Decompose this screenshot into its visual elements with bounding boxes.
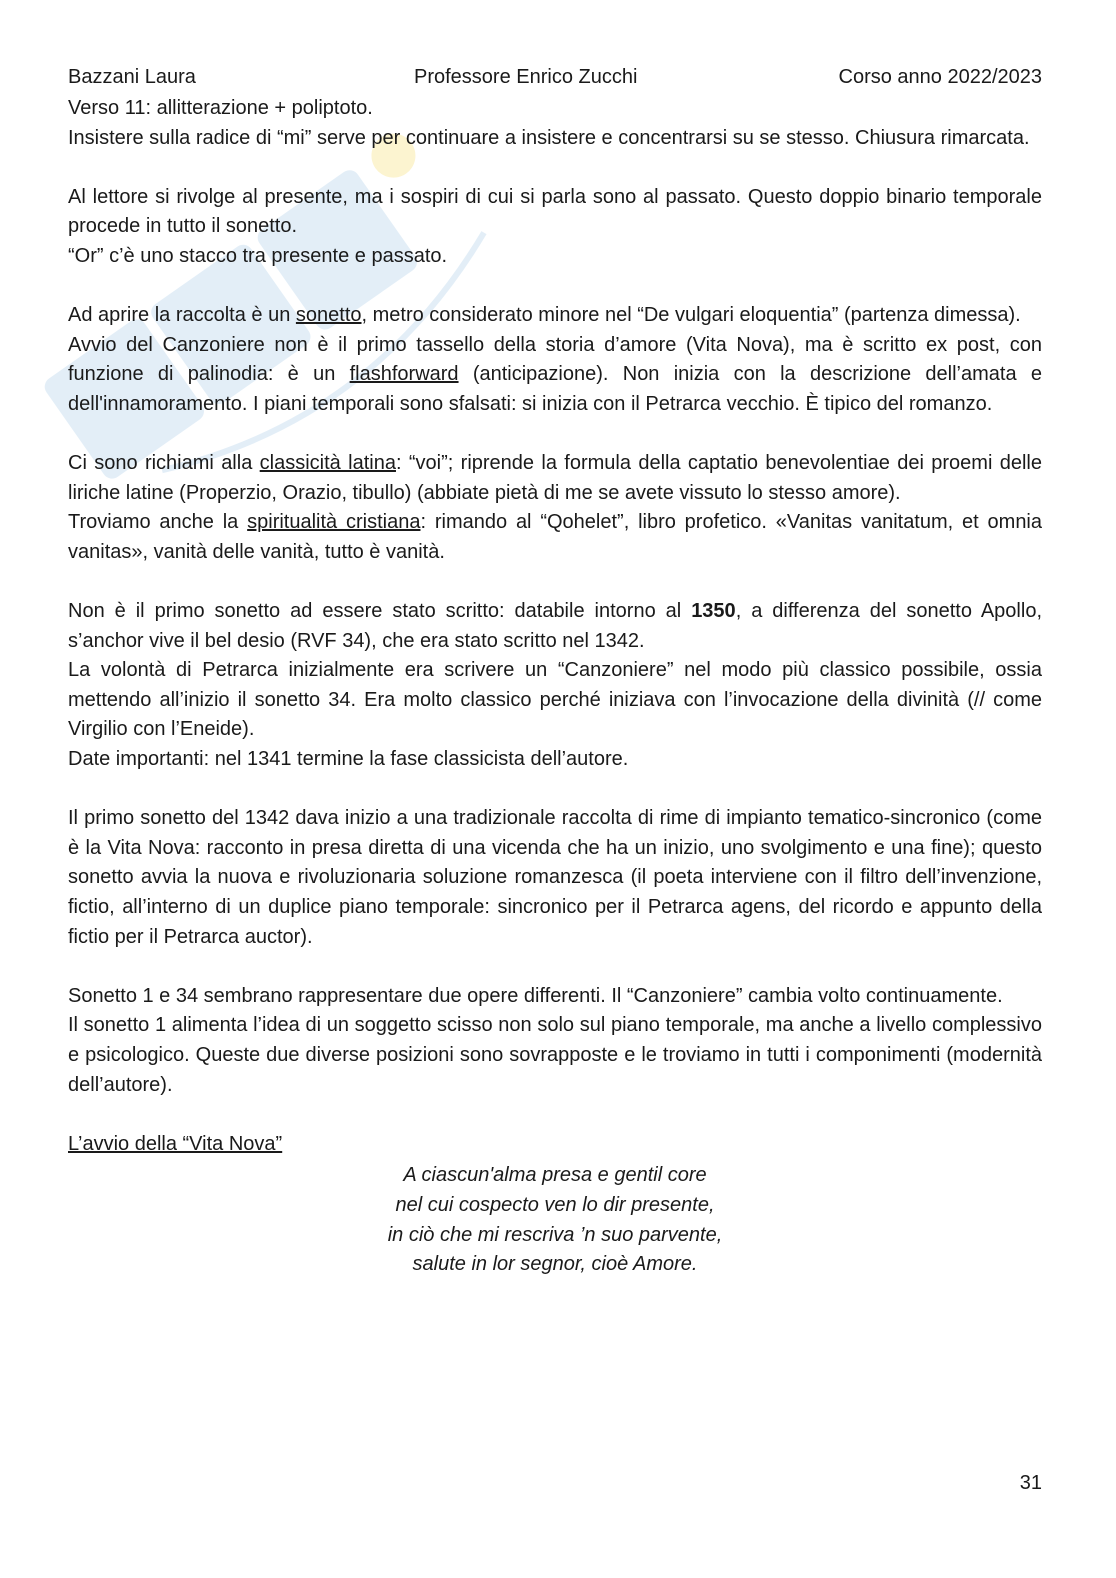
- header-professor: Professore Enrico Zucchi: [414, 66, 638, 88]
- text-date-importanti: Date importanti: nel 1341 termine la fase classicista dell’autore.: [68, 748, 629, 771]
- header-course: Corso anno 2022/2023: [838, 66, 1042, 88]
- underlined-classicita-latina: classicità latina: [259, 452, 396, 475]
- poem-line: nel cui cospecto ven lo dir presente,: [395, 1193, 715, 1216]
- text-span: Ci sono richiami alla: [68, 452, 260, 475]
- paragraph-3: [68, 301, 1042, 419]
- text-span: Avvio del Canzoniere non è il primo tassello della storia d’amore (Vita Nova), ma è scritto ex post, con funzione di palinodia: è un: [68, 333, 1042, 386]
- section-title: [68, 1130, 1042, 1160]
- paragraph-6: Il primo sonetto del 1342 dava inizio a una tradizionale raccolta di rime di impianto tematico-sincronico (come è la Vita Nova: racconto in presa diretta di una vicenda che ha un inizio, uno svolgimento e una fine); questo sonetto avvia la nuova e rivoluzionaria soluzione romanzesca (il poeta interviene con il filtro dell’invenzione, fictio, all’interno di un duplice piano temporale: sincronico per il Petrarca agens, del ricordo e appunto della fictio per il Petrarca auctor).: [68, 807, 1042, 948]
- text-volonta-petrarca: La volontà di Petrarca inizialmente era scrivere un “Canzoniere” nel modo più classico possibile, ossia mettendo all’inizio il sonetto 34. Era molto classico perché iniziava con l’invocazione della divinità (// come Virgilio con l’Eneide).: [68, 659, 1042, 741]
- text-span: Non è il primo sonetto ad essere stato scritto: databile intorno al: [68, 600, 692, 623]
- text-span: (anticipazione). Non inizia con la descrizione dell’amata e dell'innamoramento. I piani temporali sono sfalsati: si inizia con il Petrarca vecchio. È tipico del romanzo.: [68, 363, 1042, 415]
- page-number: 31: [1019, 1472, 1042, 1494]
- section-title-text: L’avvio della “Vita Nova”: [68, 1132, 283, 1155]
- poem-line: A ciascun'alma presa e gentil core: [403, 1164, 707, 1187]
- text-span: , a differenza del sonetto Apollo, s’anchor vive il bel desio (RVF 34), che era stato scritto nel 1342.: [68, 600, 1042, 652]
- page-header: [68, 66, 1042, 94]
- paragraph-4: [68, 449, 1042, 567]
- text-span: Ad aprire la raccolta è un: [68, 304, 296, 327]
- text-doppio-binario: Al lettore si rivolge al presente, ma i sospiri di cui si parla sono al passato. Questo doppio binario temporale procede in tutto il sonetto.: [68, 185, 1042, 238]
- underlined-flashforward: flashforward: [349, 363, 459, 386]
- bold-1350: 1350: [691, 600, 736, 623]
- line-verso-11: Verso 11: allitterazione + poliptoto.: [68, 97, 373, 119]
- text-span: Troviamo anche la: [68, 511, 248, 534]
- paragraph-5: [68, 597, 1042, 775]
- document-body: [68, 94, 1042, 1280]
- paragraph-7: [68, 982, 1042, 1100]
- underlined-spiritualita-cristiana: spiritualità cristiana: [247, 511, 421, 534]
- text-or-stacco: “Or” c’è uno stacco tra presente e passato.: [68, 244, 448, 267]
- poem-quote: [68, 1161, 1042, 1279]
- line-radice-mi: Insistere sulla radice di “mi” serve per continuare a insistere e concentrarsi su se stesso. Chiusura rimarcata.: [68, 126, 1030, 149]
- text-span: : “voi”; riprende la formula della captatio benevolentiae dei proemi delle liriche latine (Properzio, Orazio, tibullo) (abbiate pietà di me se avete vissuto lo stesso amore).: [68, 452, 1042, 504]
- text-span: , metro considerato minore nel “De vulgari eloquentia” (partenza dimessa).: [361, 304, 1021, 327]
- poem-line: salute in lor segnor, cioè Amore.: [412, 1253, 698, 1276]
- paragraph-2: [68, 183, 1042, 272]
- text-soggetto-scisso: Il sonetto 1 alimenta l’idea di un soggetto scisso non solo sul piano temporale, ma anche a livello complessivo e psicologico. Queste due diverse posizioni sono sovrapposte e le troviamo in tutti i componimenti (modernità dell’autore).: [68, 1014, 1042, 1096]
- underlined-sonetto: sonetto: [295, 304, 362, 327]
- poem-line: in ciò che mi rescriva ’n suo parvente,: [387, 1223, 723, 1246]
- header-author: Bazzani Laura: [68, 66, 196, 88]
- paragraph-1: [68, 94, 1042, 153]
- text-span: : rimando al “Qohelet”, libro profetico. «Vanitas vanitatum, et omnia vanitas», vanità delle vanità, tutto è vanità.: [68, 511, 1043, 563]
- text-sonetto-1-34: Sonetto 1 e 34 sembrano rappresentare due opere differenti. Il “Canzoniere” cambia volto continuamente.: [68, 984, 1003, 1007]
